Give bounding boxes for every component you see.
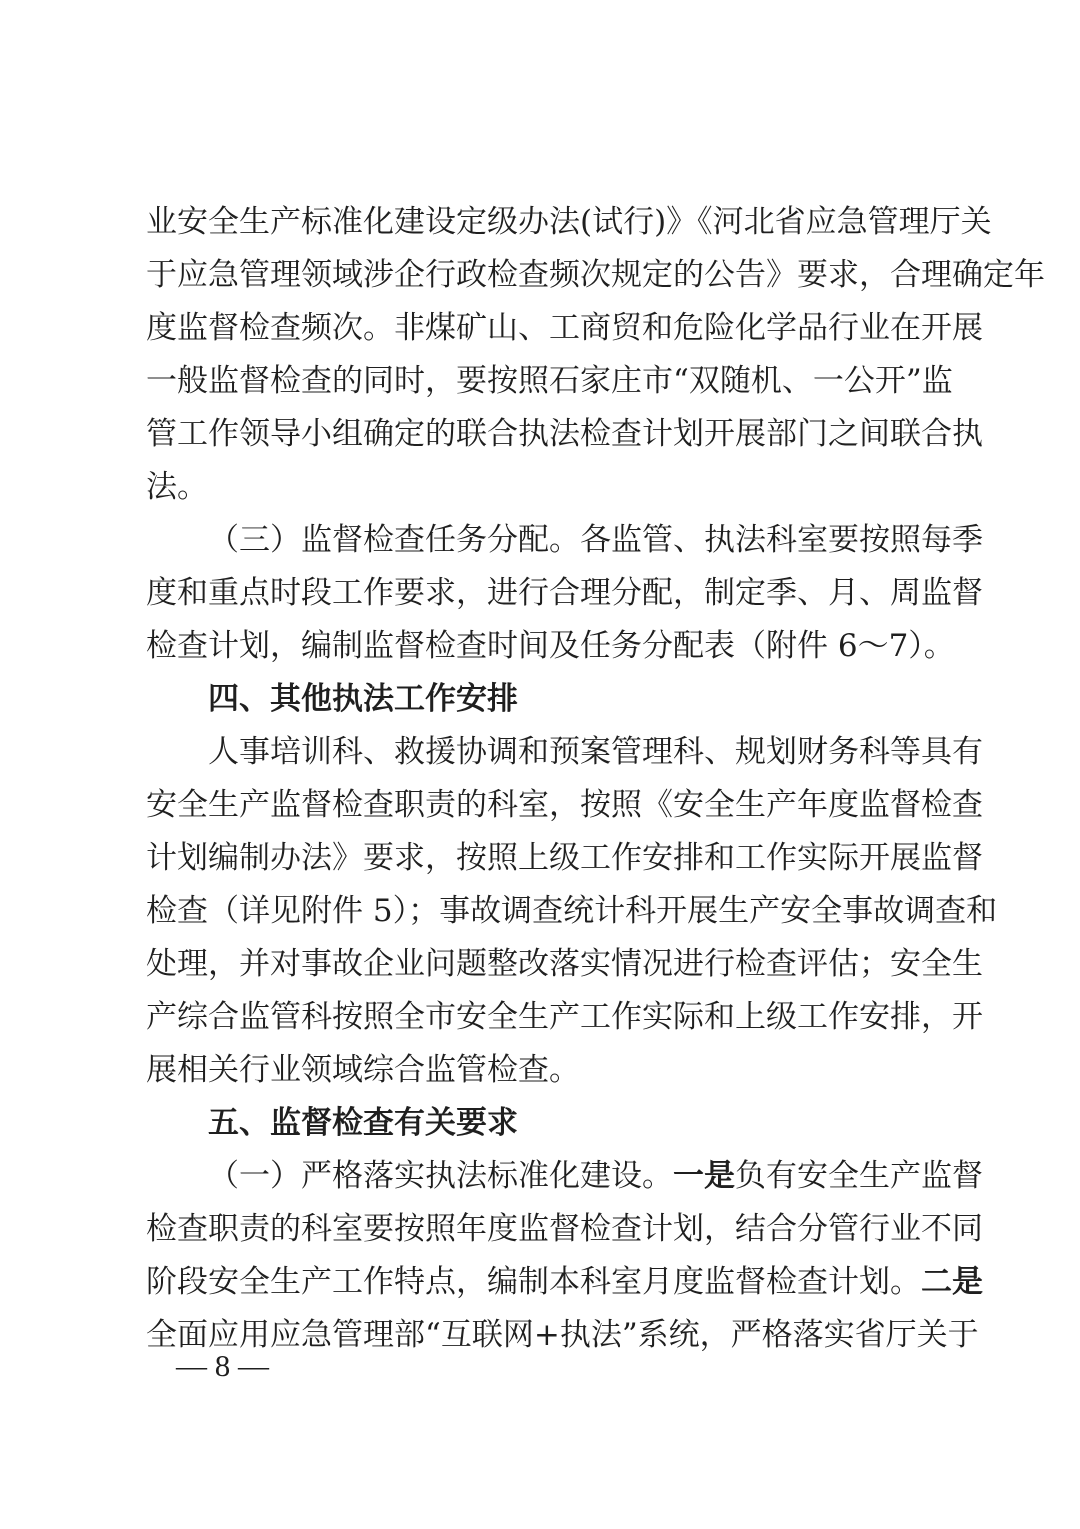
bold-text: 一是: [673, 1158, 735, 1194]
text-line: 人事培训科、救援协调和预案管理科、规划财务科等具有: [208, 734, 983, 770]
paragraph: [146, 726, 998, 1097]
text-line: 检查（详见附件 5）；事故调查统计科开展生产安全事故调查和: [146, 893, 998, 929]
section-heading: 五、监督检查有关要求: [208, 1105, 518, 1141]
paragraph: [146, 1150, 983, 1362]
section-heading: 四、其他执法工作安排: [208, 681, 518, 717]
text-line: 一般监督检查的同时，要按照石家庄市“双随机、一公开”监: [146, 363, 953, 399]
paragraph: [146, 514, 983, 673]
paragraph: [146, 196, 1045, 514]
text-line: 于应急管理领域涉企行政检查频次规定的公告》要求，合理确定年: [146, 257, 1045, 293]
text-line: 度和重点时段工作要求，进行合理分配，制定季、月、周监督: [146, 575, 983, 611]
document-body: [146, 196, 1045, 1362]
text-line: 度监督检查频次。非煤矿山、工商贸和危险化学品行业在开展: [146, 310, 983, 346]
text-line: [146, 1256, 983, 1309]
text-line: 产综合监管科按照全市安全生产工作实际和上级工作安排，开: [146, 999, 983, 1035]
text-span: 阶段安全生产工作特点，编制本科室月度监督检查计划。: [146, 1264, 921, 1300]
text-line: [146, 1150, 983, 1203]
text-span: 负有安全生产监督: [735, 1158, 983, 1194]
text-span: （一）严格落实执法标准化建设。: [208, 1158, 673, 1194]
text-line: 计划编制办法》要求，按照上级工作安排和工作实际开展监督: [146, 840, 983, 876]
text-line: （三）监督检查任务分配。各监管、执法科室要按照每季: [208, 522, 983, 558]
text-line: 业安全生产标准化建设定级办法(试行)》《河北省应急管理厅关: [146, 204, 992, 240]
text-line: 处理，并对事故企业问题整改落实情况进行检查评估；安全生: [146, 946, 983, 982]
text-line: 管工作领导小组确定的联合执法检查计划开展部门之间联合执: [146, 416, 983, 452]
text-line: 安全生产监督检查职责的科室，按照《安全生产年度监督检查: [146, 787, 983, 823]
text-line: 展相关行业领域综合监管检查。: [146, 1052, 580, 1088]
bold-text: 二是: [921, 1264, 983, 1300]
page-number: — 8 —: [176, 1348, 269, 1383]
text-line: 检查职责的科室要按照年度监督检查计划，结合分管行业不同: [146, 1211, 983, 1247]
text-line: 检查计划，编制监督检查时间及任务分配表（附件 6～7）。: [146, 628, 955, 664]
text-line: 法。: [146, 469, 208, 505]
text-line: 全面应用应急管理部“互联网+执法”系统，严格落实省厅关于: [146, 1317, 979, 1353]
